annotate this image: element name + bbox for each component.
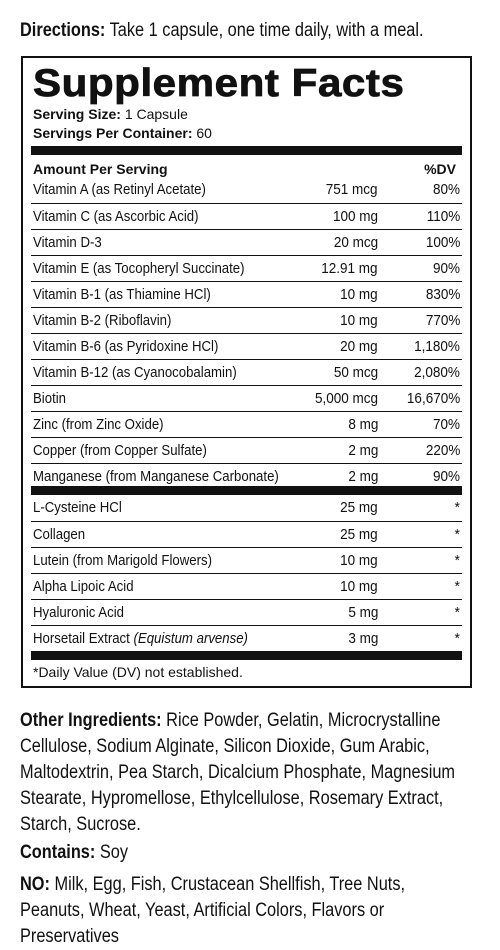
directions-text: Take 1 capsule, one time daily, with a meal. — [109, 20, 424, 41]
contains-text: Soy — [99, 842, 129, 863]
thick-rule — [31, 486, 462, 495]
nutrient-amount: 10 mg — [340, 578, 378, 595]
nutrient-amount: 8 mg — [347, 416, 378, 433]
nutrient-dv: 70% — [432, 416, 460, 433]
directions-label: Directions: — [20, 20, 106, 41]
nutrient-amount: 10 mg — [340, 552, 378, 569]
serving-size-label: Serving Size: — [33, 106, 121, 122]
nutrient-row — [31, 495, 462, 521]
nutrient-dv: * — [454, 499, 460, 516]
nutrient-row — [31, 177, 462, 203]
nutrient-name: Zinc (from Zinc Oxide) — [33, 416, 164, 433]
no-allergens — [20, 872, 467, 950]
serving-size — [33, 106, 188, 122]
nutrient-row — [31, 307, 462, 334]
nutrient-amount: 25 mg — [340, 526, 378, 543]
nutrient-row — [31, 573, 462, 600]
nutrient-row — [31, 437, 462, 464]
nutrient-row — [31, 521, 462, 548]
nutrient-name: Manganese (from Manganese Carbonate) — [33, 468, 279, 485]
other-ingredients-label: Other Ingredients: — [20, 710, 162, 731]
nutrient-dv: 830% — [425, 286, 460, 303]
nutrient-name: Horsetail Extract (Equistum arvense) — [33, 630, 248, 647]
nutrient-amount: 10 mg — [340, 286, 378, 303]
nutrient-amount: 100 mg — [332, 208, 378, 225]
nutrient-amount: 5,000 mcg — [314, 390, 378, 407]
nutrient-name: Biotin — [33, 390, 67, 407]
nutrient-name: Vitamin C (as Ascorbic Acid) — [33, 208, 199, 225]
other-ingredients-text: Rice Powder, Gelatin, Microcrystalline Cellulose, Sodium Alginate, Silicon Dioxide, Gum Arabic, Maltodextrin, Pea Starch, Dicalcium Phosphate, Magnesium Stearate, Hypromellose, Ethylcellulose, Rosemary Extract, Starch, Sucrose. — [20, 710, 456, 835]
nutrient-dv: 90% — [432, 260, 460, 277]
nutrient-name: Alpha Lipoic Acid — [33, 578, 134, 595]
nutrient-name: Vitamin B-6 (as Pyridoxine HCl) — [33, 338, 219, 355]
nutrient-amount: 12.91 mg — [321, 260, 378, 277]
supplement-facts-title-text: Supplement Facts — [33, 62, 405, 105]
supplement-facts-title — [33, 62, 405, 106]
nutrient-dv: * — [454, 526, 460, 543]
nutrient-row — [31, 625, 462, 652]
no-text: Milk, Egg, Fish, Crustacean Shellfish, Tree Nuts, Peanuts, Wheat, Yeast, Artificial Colors, Flavors or Preservatives — [20, 874, 406, 947]
dv-footnote: *Daily Value (DV) not established. — [33, 664, 243, 680]
no-label: NO: — [20, 874, 50, 895]
nutrient-row — [31, 411, 462, 438]
nutrient-dv: 220% — [425, 442, 460, 459]
serving-size-value: 1 Capsule — [124, 106, 188, 122]
supplement-facts-panel — [21, 56, 472, 688]
thick-rule — [31, 651, 462, 660]
nutrient-row — [31, 385, 462, 412]
nutrient-row — [31, 547, 462, 574]
nutrient-dv: 1,180% — [414, 338, 460, 355]
nutrient-dv: 110% — [426, 208, 460, 225]
nutrient-dv: 770% — [425, 312, 460, 329]
nutrient-latin-name: (Equistum arvense) — [133, 630, 248, 647]
nutrient-dv: 100% — [425, 234, 460, 251]
nutrient-amount: 3 mg — [347, 630, 378, 647]
amount-header-row — [33, 158, 460, 178]
nutrient-amount: 20 mg — [340, 338, 378, 355]
nutrient-amount: 751 mcg — [326, 181, 378, 198]
nutrient-amount: 25 mg — [340, 499, 378, 516]
nutrient-name: Vitamin A (as Retinyl Acetate) — [33, 181, 206, 198]
nutrient-amount: 2 mg — [347, 468, 378, 485]
nutrient-dv: 90% — [432, 468, 460, 485]
nutrient-dv: * — [454, 604, 460, 621]
nutrient-dv: 2,080% — [414, 364, 460, 381]
nutrient-name: Vitamin B-1 (as Thiamine HCl) — [33, 286, 211, 303]
nutrient-name: Lutein (from Marigold Flowers) — [33, 552, 212, 569]
nutrient-name: Copper (from Copper Sulfate) — [33, 442, 207, 459]
other-ingredients — [20, 708, 467, 838]
nutrient-dv: * — [454, 552, 460, 569]
directions-line — [20, 18, 424, 44]
contains-label: Contains: — [20, 842, 96, 863]
nutrient-amount: 2 mg — [347, 442, 378, 459]
nutrient-name: Hyaluronic Acid — [33, 604, 124, 621]
nutrient-dv: 16,670% — [406, 390, 460, 407]
amount-per-serving-header: Amount Per Serving — [33, 161, 168, 177]
nutrient-amount: 10 mg — [340, 312, 378, 329]
nutrient-row — [31, 203, 462, 230]
nutrient-amount: 20 mcg — [333, 234, 378, 251]
nutrient-dv: * — [454, 578, 460, 595]
nutrient-name: Vitamin B-12 (as Cyanocobalamin) — [33, 364, 237, 381]
nutrient-dv: 80% — [432, 181, 460, 198]
nutrient-row — [31, 599, 462, 626]
nutrient-row — [31, 359, 462, 386]
nutrient-name: Vitamin B-2 (Riboflavin) — [33, 312, 172, 329]
contains-line — [20, 840, 467, 866]
nutrient-name: Vitamin E (as Tocopheryl Succinate) — [33, 260, 245, 277]
nutrient-name: L-Cysteine HCl — [33, 499, 122, 516]
nutrient-name: Vitamin D-3 — [33, 234, 102, 251]
dv-header: %DV — [424, 161, 456, 177]
nutrient-amount: 5 mg — [347, 604, 378, 621]
nutrient-row — [31, 281, 462, 308]
nutrient-amount: 50 mcg — [333, 364, 378, 381]
nutrient-name: Collagen — [33, 526, 86, 543]
nutrient-row — [31, 333, 462, 360]
nutrient-row — [31, 255, 462, 282]
servings-value: 60 — [196, 125, 212, 141]
servings-label: Servings Per Container: — [33, 125, 193, 141]
servings-per-container — [33, 125, 212, 141]
nutrient-row — [31, 229, 462, 256]
thick-rule — [31, 146, 462, 155]
nutrient-dv: * — [454, 630, 460, 647]
